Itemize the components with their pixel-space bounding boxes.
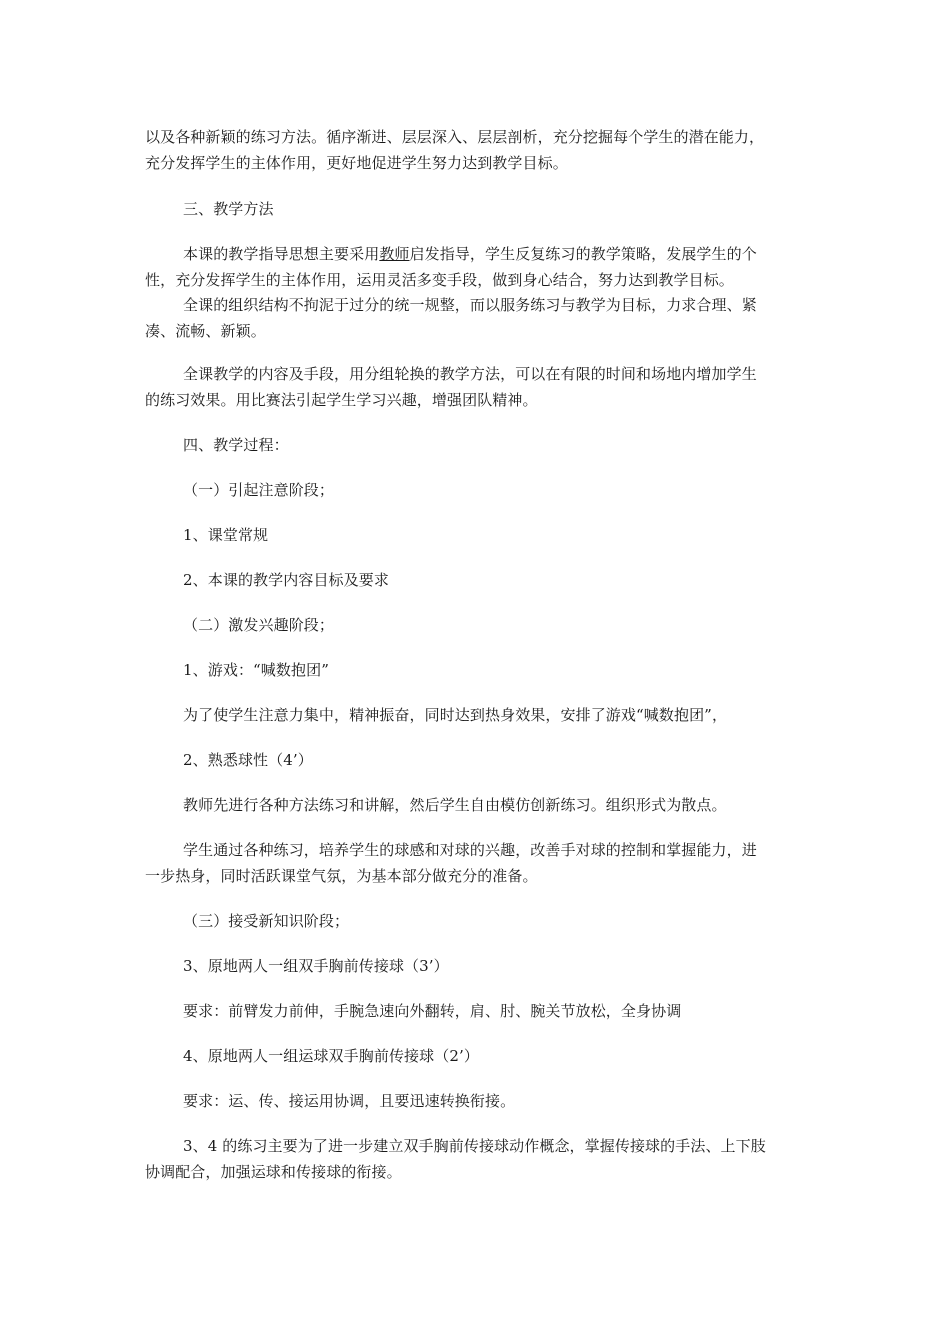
paragraph-line: 一步热身，同时活跃课堂气氛，为基本部分做充分的准备。	[145, 867, 538, 885]
subsection-heading: （二）激发兴趣阶段；	[183, 616, 335, 634]
paragraph-line: 学生通过各种练习，培养学生的球感和对球的兴趣，改善手对球的控制和掌握能力，进	[183, 841, 757, 859]
teacher-link[interactable]: 教师	[379, 245, 410, 263]
paragraph-line: 全课的组织结构不拘泥于过分的统一规整，而以服务练习与教学为目标，力求合理、紧	[183, 296, 757, 314]
paragraph-line: 全课教学的内容及手段，用分组轮换的教学方法，可以在有限的时间和场地内增加学生	[183, 365, 757, 383]
list-item: 1、游戏：“喊数抱团”	[183, 661, 329, 679]
list-item: 1、课堂常规	[183, 526, 269, 544]
paragraph-line: 性，充分发挥学生的主体作用，运用灵活多变手段，做到身心结合，努力达到教学目标。	[145, 271, 734, 289]
paragraph-line: 为了使学生注意力集中，精神振奋，同时达到热身效果，安排了游戏“喊数抱团”，	[183, 706, 728, 724]
paragraph-line: 要求：前臂发力前伸，手腕急速向外翻转，肩、肘、腕关节放松，全身协调	[183, 1002, 682, 1020]
subsection-heading: （三）接受新知识阶段；	[183, 912, 350, 930]
list-item: 2、本课的教学内容目标及要求	[183, 571, 389, 589]
section-heading: 四、教学过程：	[183, 436, 289, 454]
list-item: 2、熟悉球性（4’）	[183, 751, 313, 769]
text-run: 本课的教学指导思想主要采用	[183, 245, 380, 263]
list-item: 3、原地两人一组双手胸前传接球（3’）	[183, 957, 449, 975]
paragraph-line: 凑、流畅、新颖。	[145, 322, 266, 340]
paragraph-line: 协调配合，加强运球和传接球的衔接。	[145, 1163, 402, 1181]
list-item: 4、原地两人一组运球双手胸前传接球（2’）	[183, 1047, 479, 1065]
paragraph-line	[183, 244, 810, 264]
paragraph-line: 的练习效果。用比赛法引起学生学习兴趣，增强团队精神。	[145, 391, 538, 409]
paragraph-line: 3、4 的练习主要为了进一步建立双手胸前传接球动作概念，掌握传接球的手法、上下肢	[183, 1137, 766, 1155]
paragraph-line: 充分发挥学生的主体作用，更好地促进学生努力达到教学目标。	[145, 154, 568, 172]
section-heading: 三、教学方法	[183, 200, 274, 218]
paragraph-line: 教师先进行各种方法练习和讲解，然后学生自由模仿创新练习。组织形式为散点。	[183, 796, 727, 814]
subsection-heading: （一）引起注意阶段；	[183, 481, 335, 499]
text-run: 启发指导，学生反复练习的教学策略，发展学生的个	[409, 245, 757, 263]
paragraph-line: 要求：运、传、接运用协调，且要迅速转换衔接。	[183, 1092, 516, 1110]
paragraph-line: 以及各种新颖的练习方法。循序渐进、层层深入、层层剖析，充分挖掘每个学生的潜在能力，	[145, 128, 765, 146]
